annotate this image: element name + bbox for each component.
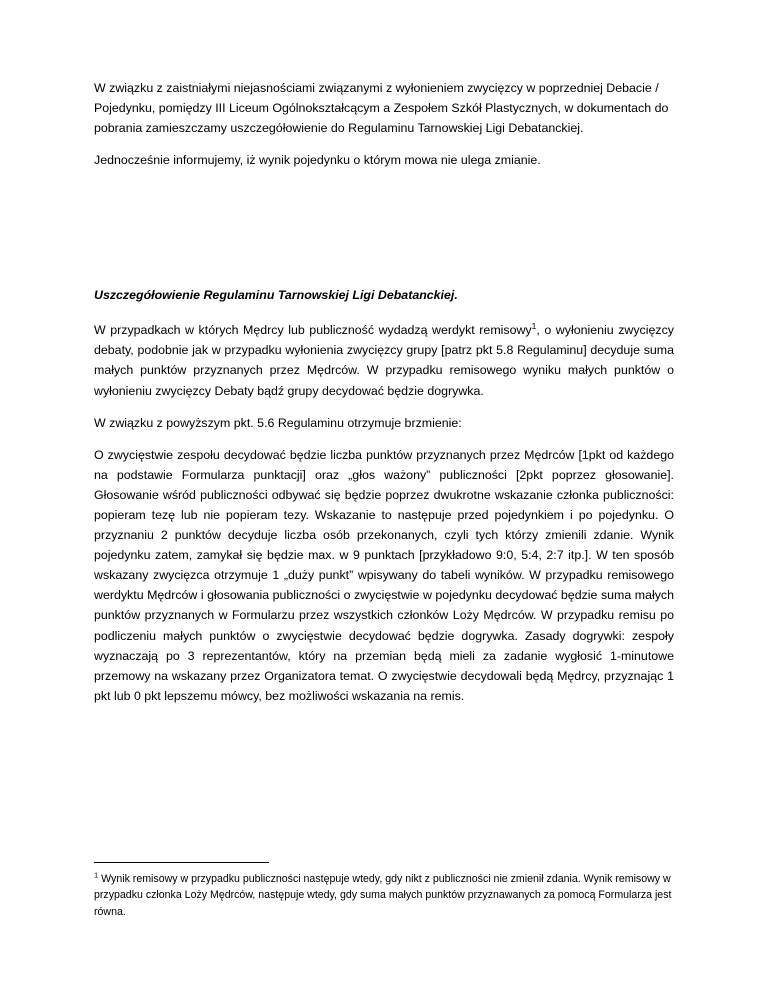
footnote: [94, 871, 674, 920]
footnote-text: Wynik remisowy w przypadku publiczności następuje wtedy, gdy nikt z publiczności nie zmienił zdania. Wynik remisowy w przypadku członka Loży Mędrców, następuje wtedy, gdy suma małych punktów przyznawanych za pomocą Formularza jest równa.: [94, 873, 672, 918]
intro-paragraph-2: Jednocześnie informujemy, iż wynik pojedynku o którym mowa nie ulega zmianie.: [94, 153, 541, 168]
footnote-area: [94, 862, 674, 920]
intro-block: [94, 78, 674, 170]
document-body: [94, 78, 674, 706]
footnote-marker: 1: [94, 870, 99, 880]
footnote-reference-marker: 1: [531, 321, 537, 332]
intro-paragraph-1: W związku z zaistniałymi niejasnościami związanymi z wyłonieniem zwycięzcy w poprzedniej Debacie / Pojedynku, pomiędzy III Liceum Ogólnokształcącym a Zespołem Szkół Plastycznych, w dokumentach do pobrania zamieszczamy uszczegółowienie do Regulaminu Tarnowskiej Ligi Debatanckiej.: [94, 81, 669, 136]
body-paragraph-2: W związku z powyższym pkt. 5.6 Regulaminu otrzymuje brzmienie:: [94, 415, 462, 430]
section-heading: Uszczegółowienie Regulaminu Tarnowskiej Ligi Debatanckiej.: [94, 288, 458, 303]
body-paragraph-1-text-before: W przypadkach w których Mędrcy lub publiczność wydadzą werdykt remisowy: [94, 323, 532, 338]
vertical-spacer: [94, 182, 674, 286]
body-paragraph-1: [94, 320, 674, 400]
body-paragraph-1-text-after: , o wyłonieniu zwycięzcy debaty, podobnie jak w przypadku wyłonienia zwycięzcy grupy [patrz pkt 5.8 Regulaminu] decyduje suma małych punktów przyznanych przez Mędrców. W przypadku remisowego wyniku małych punktów o wyłonieniu zwycięzcy Debaty bądź grupy decydować będzie dogrywka.: [94, 323, 674, 398]
footnote-separator: [94, 862, 269, 863]
body-paragraph-3: O zwycięstwie zespołu decydować będzie liczba punktów przyznanych przez Mędrców [1pkt od każdego na podstawie Formularza punktacji] oraz „głos ważony” publiczności [2pkt poprzez głosowanie]. Głosowanie wśród publiczności odbywać się będzie poprzez dwukrotne wskazanie członka publiczności: popieram tezę lub nie popieram tezy. Wskazanie to następuje przed pojedynkiem i po pojedynku. O przyznaniu 2 punktów decyduje liczba osób przekonanych, czyli tych którzy zmienili zdanie. Wynik pojedynku zatem, zamykał się będzie max. w 9 punktach [przykładowo 9:0, 5:4, 2:7 itp.]. W ten sposób wskazany zwycięzca otrzymuje 1 „duży punkt” wpisywany do tabeli wyników. W przypadku remisowego werdyktu Mędrców i głosowania publiczności o zwycięstwie w pojedynku decydować będzie suma małych punktów przyznanych w Formularzu przez wszystkich członków Loży Mędrców. W przypadku remisu po podliczeniu małych punktów o zwycięstwie decydować będzie dogrywka. Zasady dogrywki: zespoły wyznaczają po 3 reprezentantów, który na przemian będą mieli za zadanie wygłosić 1-minutowe przemowy na wskazany przez Organizatora temat. O zwycięstwie decydowali będą Mędrcy, przyznając 1 pkt lub 0 pkt lepszemu mówcy, bez możliwości wskazania na remis.: [94, 447, 674, 703]
